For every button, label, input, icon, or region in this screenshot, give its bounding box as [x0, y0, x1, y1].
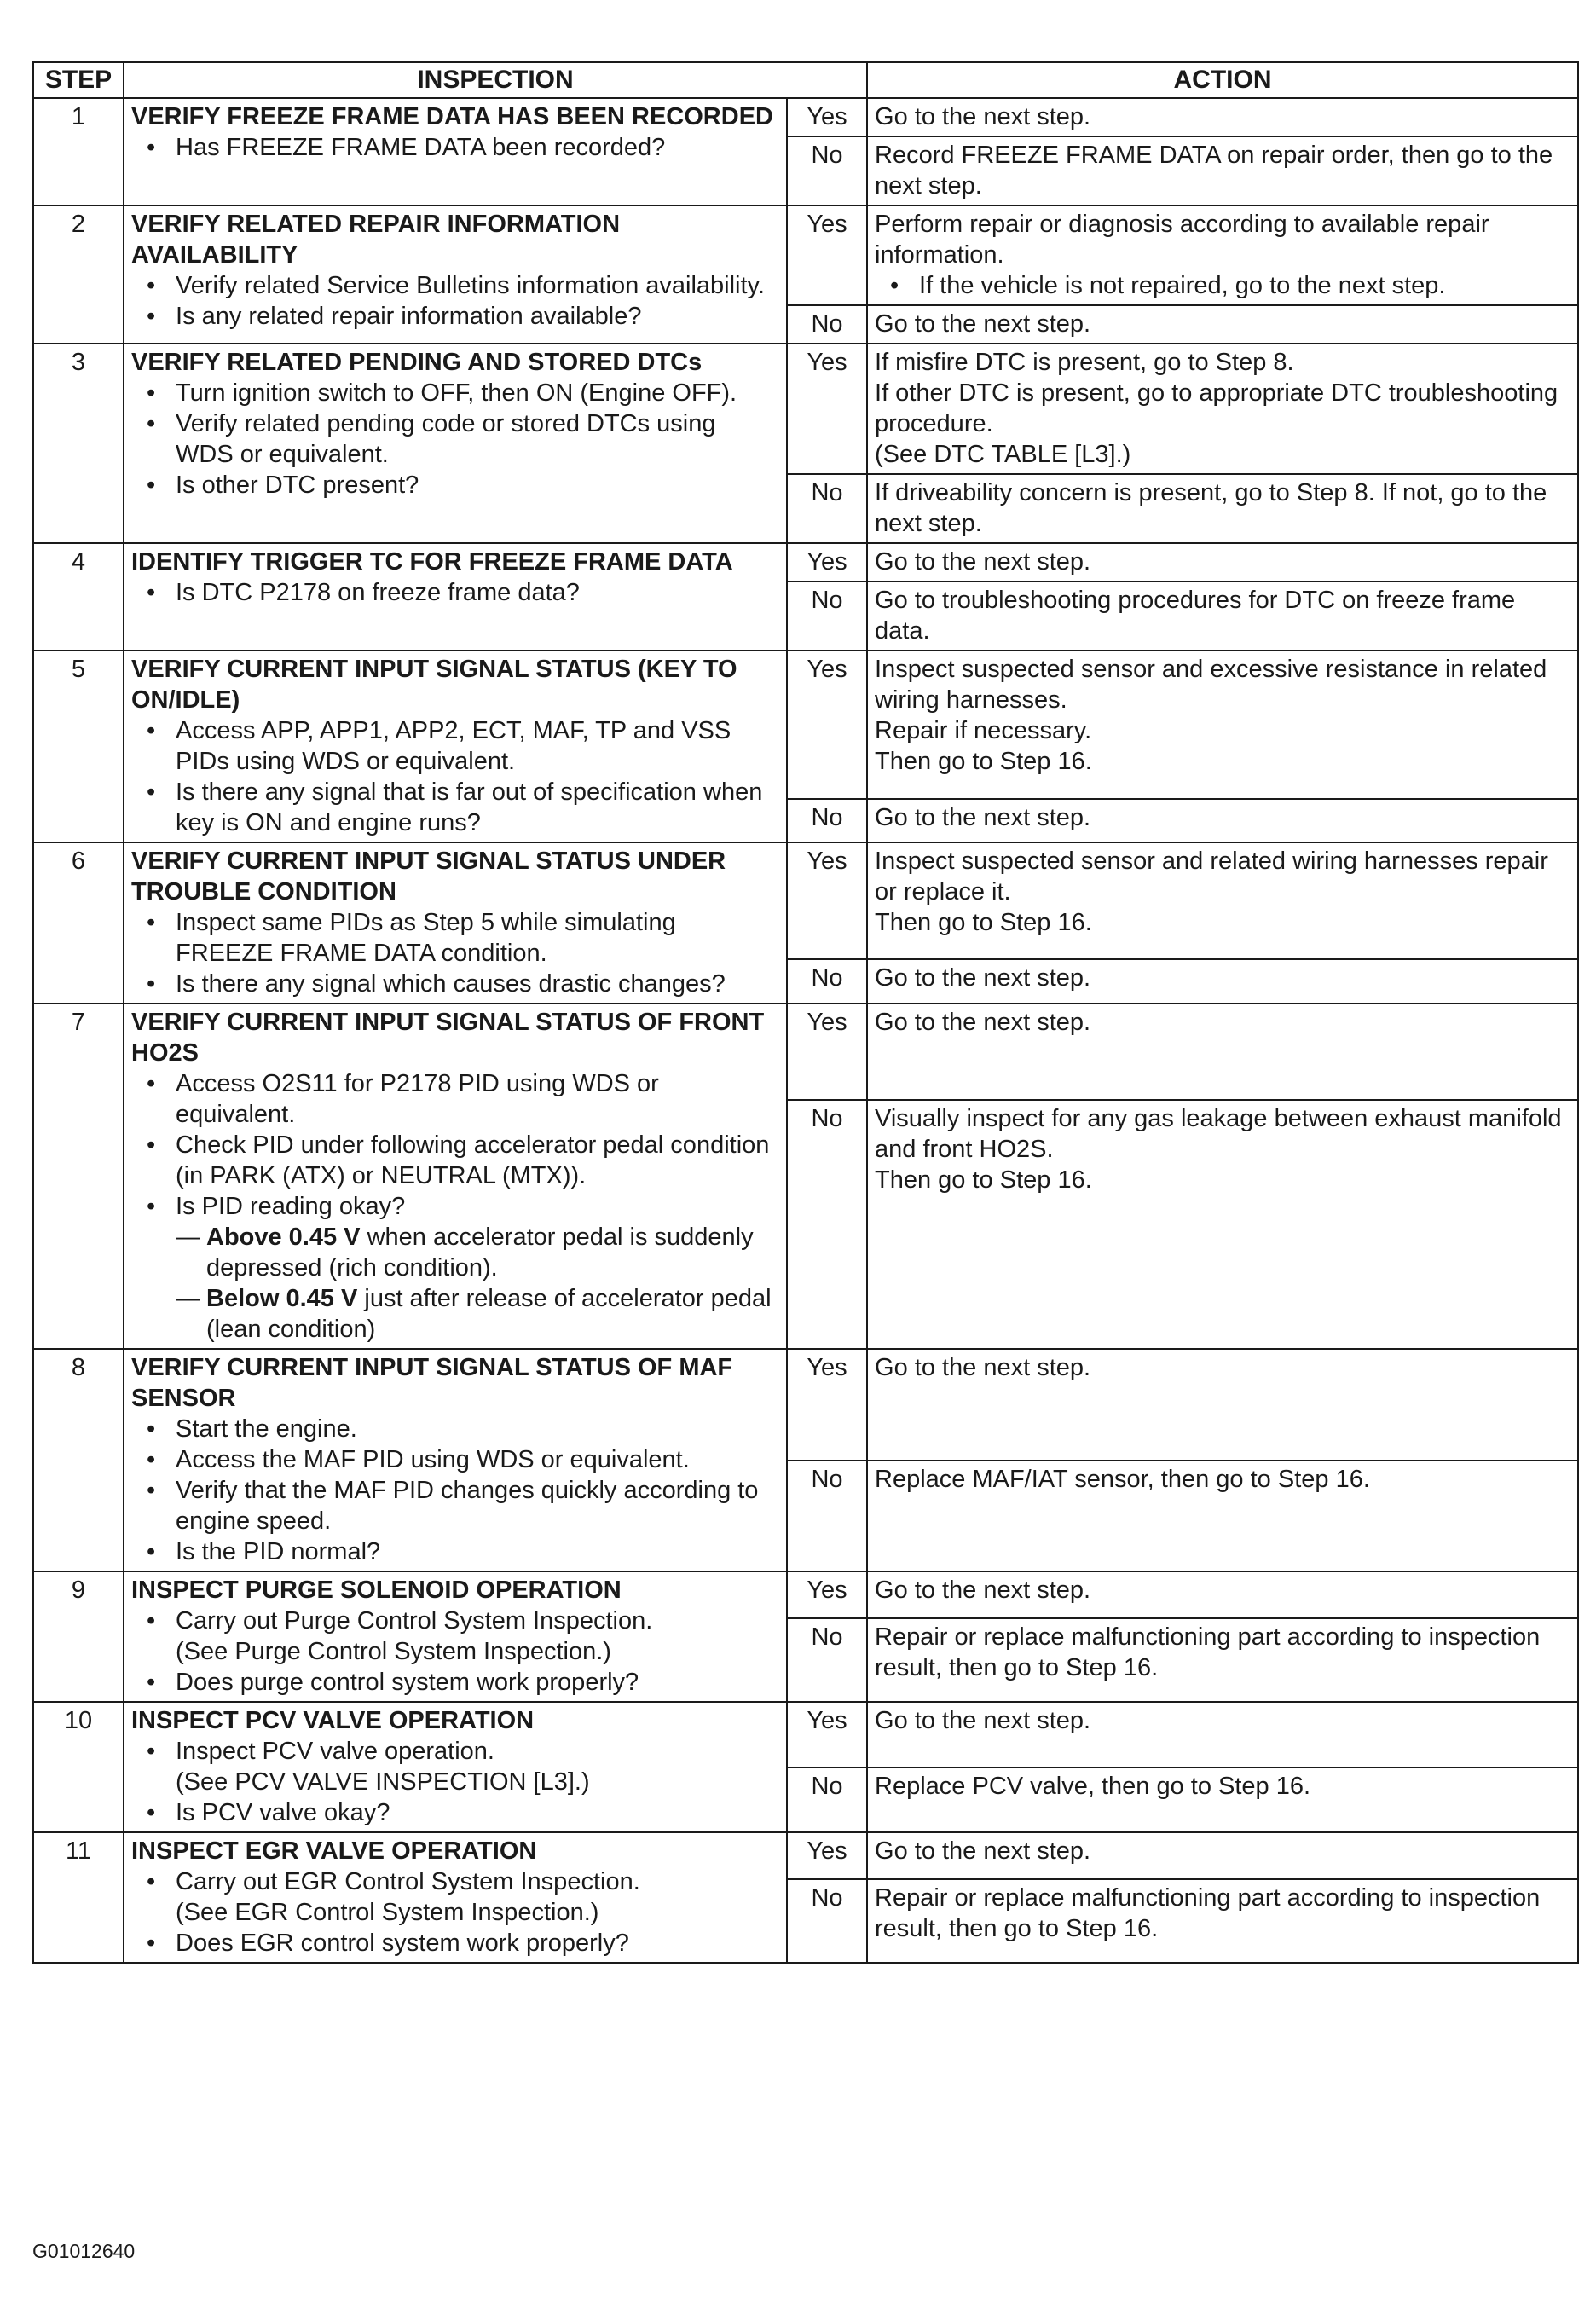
- no-action: [867, 581, 1578, 651]
- no-label: No: [787, 1879, 867, 1963]
- inspection-subcondition: [131, 1283, 779, 1345]
- diagnostic-procedure-table: [32, 61, 1579, 1964]
- yes-label: Yes: [787, 651, 867, 799]
- inspection-cell: [124, 98, 787, 205]
- inspection-bullets: [131, 378, 779, 500]
- inspection-title: VERIFY CURRENT INPUT SIGNAL STATUS UNDER TROUBLE CONDITION: [131, 848, 726, 905]
- inspection-title: VERIFY RELATED REPAIR INFORMATION AVAILABILITY: [131, 211, 621, 269]
- inspection-bullets: [131, 270, 779, 332]
- action-line: Replace PCV valve, then go to Step 16.: [875, 1772, 1311, 1800]
- action-line: Then go to Step 16.: [875, 748, 1092, 775]
- header-step: STEP: [33, 62, 124, 98]
- action-line: Go to the next step.: [875, 803, 1091, 831]
- no-label: No: [787, 1100, 867, 1350]
- step-number: 10: [33, 1702, 124, 1832]
- yes-action: [867, 651, 1578, 799]
- action-line: If other DTC is present, go to appropriate DTC troubleshooting procedure.: [875, 379, 1558, 437]
- yes-label: Yes: [787, 1349, 867, 1461]
- action-line: Go to the next step.: [875, 1577, 1091, 1604]
- step-number: 3: [33, 344, 124, 543]
- diagnostic-procedure-page: [32, 61, 1577, 1964]
- inspection-cell: [124, 205, 787, 344]
- action-line: Go to the next step.: [875, 1009, 1091, 1036]
- inspection-bullet: • Does purge control system work properly?: [131, 1667, 779, 1698]
- inspection-bullet: • Inspect same PIDs as Step 5 while simulating FREEZE FRAME DATA condition.: [131, 907, 779, 969]
- action-line: Then go to Step 16.: [875, 1166, 1092, 1194]
- inspection-bullets: [131, 132, 779, 163]
- inspection-bullet: • Is there any signal which causes drastic changes?: [131, 969, 779, 999]
- table-header-row: [33, 62, 1578, 98]
- inspection-bullet: • Carry out Purge Control System Inspection.: [131, 1606, 779, 1636]
- action-line: Go to the next step.: [875, 1707, 1091, 1734]
- inspection-bullets: [131, 577, 779, 608]
- inspection-cell: [124, 1702, 787, 1832]
- step-number: 2: [33, 205, 124, 344]
- inspection-bullets: [131, 715, 779, 838]
- step-number: 9: [33, 1571, 124, 1702]
- inspection-cell: [124, 543, 787, 651]
- action-line: Go to the next step.: [875, 310, 1091, 338]
- inspection-cell: [124, 1832, 787, 1963]
- no-action: [867, 474, 1578, 543]
- step-number: 7: [33, 1004, 124, 1349]
- subcondition-text: when accelerator pedal is suddenly depressed (rich condition).: [206, 1224, 754, 1282]
- no-label: No: [787, 1461, 867, 1572]
- inspection-cell: [124, 1349, 787, 1571]
- yes-action: [867, 205, 1578, 305]
- step-row-yes: [33, 1702, 1578, 1768]
- inspection-cell: [124, 842, 787, 1004]
- yes-label: Yes: [787, 842, 867, 959]
- inspection-title: IDENTIFY TRIGGER TC FOR FREEZE FRAME DATA: [131, 548, 733, 576]
- inspection-title: VERIFY CURRENT INPUT SIGNAL STATUS OF FRONT HO2S: [131, 1009, 765, 1067]
- no-action: [867, 305, 1578, 344]
- header-action: ACTION: [867, 62, 1578, 98]
- inspection-bullet: • Access O2S11 for P2178 PID using WDS or equivalent.: [131, 1068, 779, 1130]
- action-line: Go to the next step.: [875, 1354, 1091, 1381]
- yes-action: [867, 1832, 1578, 1879]
- inspection-bullet: (See EGR Control System Inspection.): [176, 1899, 599, 1926]
- step-row-yes: [33, 1004, 1578, 1100]
- no-label: No: [787, 581, 867, 651]
- inspection-bullets: [131, 907, 779, 999]
- subcondition-text: just after release of accelerator pedal (lean condition): [206, 1285, 772, 1343]
- figure-id: G01012640: [32, 2240, 136, 2262]
- inspection-bullet: • Verify related pending code or stored DTCs using WDS or equivalent.: [131, 408, 779, 470]
- inspection-cell: [124, 651, 787, 842]
- action-line: (See DTC TABLE [L3].): [875, 441, 1131, 468]
- step-row-yes: [33, 1832, 1578, 1879]
- action-line: Go to the next step.: [875, 548, 1091, 576]
- inspection-bullet: • Is the PID normal?: [131, 1536, 779, 1567]
- subcondition-threshold: Below 0.45 V: [206, 1285, 358, 1312]
- inspection-bullet: • Inspect PCV valve operation.: [131, 1736, 779, 1767]
- yes-action: [867, 98, 1578, 136]
- step-row-yes: [33, 842, 1578, 959]
- inspection-title: VERIFY RELATED PENDING AND STORED DTCs: [131, 349, 703, 376]
- no-action: [867, 1879, 1578, 1963]
- yes-action: [867, 1702, 1578, 1768]
- yes-label: Yes: [787, 344, 867, 474]
- step-number: 8: [33, 1349, 124, 1571]
- yes-label: Yes: [787, 205, 867, 305]
- action-line: Repair or replace malfunctioning part according to inspection result, then go to Step 16.: [875, 1883, 1541, 1942]
- inspection-bullet: • Is other DTC present?: [131, 470, 779, 500]
- inspection-bullet: • Verify related Service Bulletins information availability.: [131, 270, 779, 301]
- no-label: No: [787, 305, 867, 344]
- inspection-title: INSPECT EGR VALVE OPERATION: [131, 1837, 537, 1865]
- inspection-bullets: [131, 1068, 779, 1222]
- no-action: [867, 1100, 1578, 1350]
- action-line: Repair or replace malfunctioning part according to inspection result, then go to Step 16.: [875, 1623, 1541, 1681]
- action-line: Visually inspect for any gas leakage between exhaust manifold and front HO2S.: [875, 1104, 1562, 1163]
- step-row-yes: [33, 1349, 1578, 1461]
- action-line: Replace MAF/IAT sensor, then go to Step 16.: [875, 1465, 1370, 1493]
- yes-label: Yes: [787, 1832, 867, 1879]
- inspection-bullet: • Is there any signal that is far out of specification when key is ON and engine runs?: [131, 777, 779, 838]
- yes-label: Yes: [787, 1571, 867, 1618]
- action-bullet: • If the vehicle is not repaired, go to the next step.: [875, 270, 1570, 301]
- inspection-title: VERIFY CURRENT INPUT SIGNAL STATUS (KEY TO ON/IDLE): [131, 656, 737, 714]
- yes-action: [867, 543, 1578, 581]
- inspection-title: VERIFY FREEZE FRAME DATA HAS BEEN RECORDED: [131, 103, 773, 130]
- yes-action: [867, 842, 1578, 959]
- yes-action: [867, 1571, 1578, 1618]
- step-number: 11: [33, 1832, 124, 1963]
- inspection-bullet: (See Purge Control System Inspection.): [176, 1638, 611, 1665]
- no-label: No: [787, 799, 867, 842]
- step-row-yes: [33, 651, 1578, 799]
- step-row-yes: [33, 98, 1578, 136]
- inspection-title: VERIFY CURRENT INPUT SIGNAL STATUS OF MAF SENSOR: [131, 1354, 733, 1412]
- inspection-cell: [124, 344, 787, 543]
- inspection-cell: [124, 1571, 787, 1702]
- yes-label: Yes: [787, 98, 867, 136]
- inspection-bullets: [131, 1414, 779, 1567]
- no-action: [867, 959, 1578, 1004]
- inspection-bullet: • Carry out EGR Control System Inspection.: [131, 1866, 779, 1897]
- inspection-title: INSPECT PURGE SOLENOID OPERATION: [131, 1577, 622, 1604]
- action-line: Inspect suspected sensor and excessive resistance in related wiring harnesses.: [875, 656, 1547, 714]
- inspection-bullet: • Is PCV valve okay?: [131, 1797, 779, 1828]
- no-label: No: [787, 959, 867, 1004]
- yes-action: [867, 1004, 1578, 1100]
- step-row-yes: [33, 1571, 1578, 1618]
- yes-label: Yes: [787, 543, 867, 581]
- inspection-bullet: (See PCV VALVE INSPECTION [L3].): [176, 1768, 590, 1796]
- action-line: Go to the next step.: [875, 1837, 1091, 1865]
- no-action: [867, 1768, 1578, 1833]
- no-label: No: [787, 1618, 867, 1702]
- inspection-bullet: • Check PID under following accelerator pedal condition (in PARK (ATX) or NEUTRAL (MTX)).: [131, 1130, 779, 1191]
- action-line: Go to troubleshooting procedures for DTC on freeze frame data.: [875, 587, 1516, 645]
- subcondition-threshold: Above 0.45 V: [206, 1224, 361, 1251]
- inspection-bullets: [131, 1866, 779, 1959]
- action-line: If driveability concern is present, go to Step 8. If not, go to the next step.: [875, 479, 1547, 537]
- inspection-subconditions: [131, 1222, 779, 1345]
- step-number: 4: [33, 543, 124, 651]
- table-body: [33, 98, 1578, 1963]
- action-line: If misfire DTC is present, go to Step 8.: [875, 349, 1294, 376]
- no-action: [867, 799, 1578, 842]
- yes-label: Yes: [787, 1004, 867, 1100]
- inspection-subcondition: [131, 1222, 779, 1283]
- inspection-bullet: • Is any related repair information available?: [131, 301, 779, 332]
- step-row-yes: [33, 344, 1578, 474]
- action-line: Go to the next step.: [875, 103, 1091, 130]
- action-line: Repair if necessary.: [875, 717, 1092, 744]
- inspection-bullets: [131, 1606, 779, 1698]
- action-line: Inspect suspected sensor and related wiring harnesses repair or replace it.: [875, 848, 1548, 905]
- step-number: 5: [33, 651, 124, 842]
- no-action: [867, 1618, 1578, 1702]
- yes-label: Yes: [787, 1702, 867, 1768]
- yes-action: [867, 1349, 1578, 1461]
- inspection-title: INSPECT PCV VALVE OPERATION: [131, 1707, 535, 1734]
- action-line: Go to the next step.: [875, 963, 1091, 992]
- step-number: 6: [33, 842, 124, 1004]
- inspection-bullet: • Has FREEZE FRAME DATA been recorded?: [131, 132, 779, 163]
- no-action: [867, 136, 1578, 205]
- inspection-bullet: • Does EGR control system work properly?: [131, 1928, 779, 1959]
- step-number: 1: [33, 98, 124, 205]
- yes-action: [867, 344, 1578, 474]
- inspection-bullet: • Turn ignition switch to OFF, then ON (Engine OFF).: [131, 378, 779, 408]
- step-row-yes: [33, 543, 1578, 581]
- no-label: No: [787, 1768, 867, 1833]
- step-row-yes: [33, 205, 1578, 305]
- inspection-bullet: • Access the MAF PID using WDS or equivalent.: [131, 1444, 779, 1475]
- no-action: [867, 1461, 1578, 1572]
- no-label: No: [787, 136, 867, 205]
- inspection-bullet: • Is PID reading okay?: [131, 1191, 779, 1222]
- action-line: Perform repair or diagnosis according to available repair information.: [875, 211, 1489, 269]
- inspection-bullets: [131, 1736, 779, 1828]
- inspection-bullet: • Access APP, APP1, APP2, ECT, MAF, TP and VSS PIDs using WDS or equivalent.: [131, 715, 779, 777]
- action-line: Then go to Step 16.: [875, 909, 1092, 936]
- inspection-bullet: • Start the engine.: [131, 1414, 779, 1444]
- inspection-bullet: • Is DTC P2178 on freeze frame data?: [131, 577, 779, 608]
- header-inspection: INSPECTION: [124, 62, 867, 98]
- no-label: No: [787, 474, 867, 543]
- inspection-cell: [124, 1004, 787, 1349]
- action-line: Record FREEZE FRAME DATA on repair order, then go to the next step.: [875, 142, 1553, 200]
- inspection-bullet: • Verify that the MAF PID changes quickly according to engine speed.: [131, 1475, 779, 1536]
